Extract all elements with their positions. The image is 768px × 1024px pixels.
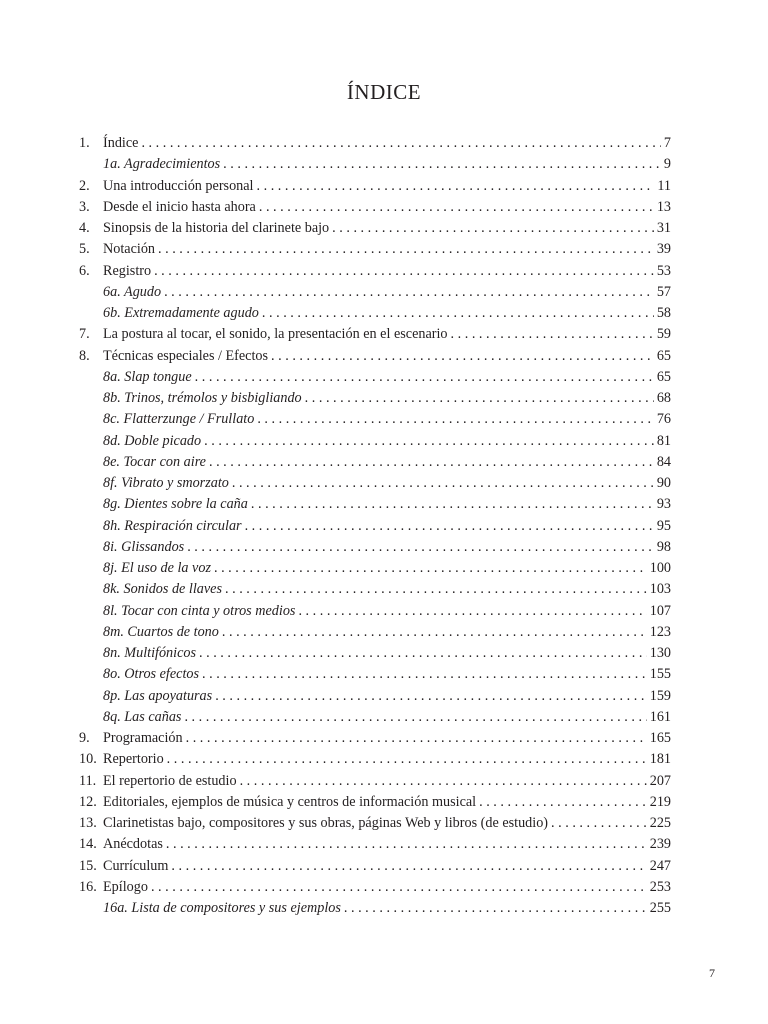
toc-entry (79, 877, 671, 898)
toc-entry-page: 65 (656, 368, 671, 385)
toc-subentry (79, 494, 671, 515)
toc-entry-label: 8f. Vibrato y smorzato (103, 475, 229, 491)
toc-subentry (79, 601, 671, 622)
toc-entry-page: 31 (656, 220, 671, 236)
toc-entry-label: 6b. Extremadamente agudo (103, 305, 259, 321)
dot-leader (166, 834, 647, 855)
toc-entry (79, 133, 671, 154)
toc-entry-label: Programación (103, 730, 183, 746)
dot-leader (215, 686, 647, 707)
dot-leader (225, 579, 647, 600)
toc-entry (79, 197, 671, 218)
toc-entry-page: 103 (649, 581, 671, 598)
dot-leader (184, 707, 646, 728)
toc-entry-label: Clarinetistas bajo, compositores y sus obras, páginas Web y libros (de estudio) (103, 815, 549, 831)
dot-leader (171, 856, 646, 877)
toc-entry-label: Anécdotas (103, 836, 163, 853)
dot-leader (195, 367, 654, 388)
toc-entry-label: Editoriales, ejemplos de música y centros de información musical (103, 793, 477, 810)
dot-leader (271, 346, 654, 367)
toc-entry-page: 123 (649, 623, 671, 640)
toc-entry-page: 11 (657, 177, 671, 194)
toc-entry-page: 13 (656, 198, 671, 215)
toc-entry-label: Currículum (103, 857, 169, 874)
toc-subentry (79, 643, 671, 664)
dot-leader (257, 176, 655, 197)
toc-entry-label: La postura al tocar, el sonido, la presentación en el escenario (103, 326, 448, 343)
toc-entry-number: 8. (79, 347, 90, 364)
dot-leader (204, 431, 654, 452)
toc-entry-label: 8i. Glissandos (103, 538, 185, 555)
toc-subentry (79, 707, 671, 728)
table-of-contents (79, 133, 671, 919)
toc-entry-label: Repertorio (103, 751, 164, 768)
toc-subentry (79, 898, 671, 919)
toc-entry-label: Índice (103, 135, 139, 151)
toc-entry-label: Notación (103, 241, 156, 258)
toc-entry-label: Epílogo (103, 878, 148, 895)
dot-leader (151, 877, 647, 898)
toc-entry-page: 90 (656, 475, 671, 491)
toc-entry-page: 57 (656, 283, 671, 300)
dot-leader (451, 324, 654, 345)
dot-leader (344, 898, 647, 919)
toc-subentry (79, 282, 671, 303)
toc-entry-label: El repertorio de estudio (103, 772, 237, 789)
dot-leader (262, 303, 654, 324)
toc-subentry (79, 579, 671, 600)
toc-entry-number: 7. (79, 326, 90, 343)
toc-entry-page: 68 (656, 390, 671, 406)
toc-subentry (79, 154, 671, 175)
toc-entry-page: 7 (663, 135, 671, 151)
toc-entry-number: 11. (79, 772, 97, 789)
toc-entry-label: 8o. Otros efectos (103, 666, 200, 683)
dot-leader (232, 473, 654, 494)
toc-entry-page: 58 (656, 305, 671, 321)
toc-entry-label: Registro (103, 262, 152, 279)
toc-entry-page: 225 (649, 815, 671, 831)
toc-entry (79, 792, 671, 813)
dot-leader (245, 516, 654, 537)
toc-entry-page: 239 (649, 836, 671, 853)
toc-entry-page: 253 (649, 878, 671, 895)
toc-entry (79, 261, 671, 282)
toc-entry-number: 10. (79, 751, 97, 768)
dot-leader (202, 664, 647, 685)
dot-leader (223, 154, 661, 175)
toc-entry (79, 813, 671, 834)
toc-entry (79, 324, 671, 345)
dot-leader (214, 558, 647, 579)
dot-leader (199, 643, 647, 664)
toc-subentry (79, 452, 671, 473)
toc-entry (79, 239, 671, 260)
toc-subentry (79, 409, 671, 430)
toc-entry-number: 12. (79, 793, 97, 810)
toc-entry-label: 8g. Dientes sobre la caña (103, 496, 248, 513)
toc-entry-page: 165 (649, 730, 671, 746)
toc-subentry (79, 664, 671, 685)
dot-leader (158, 239, 654, 260)
toc-subentry (79, 558, 671, 579)
toc-entry-label: 8k. Sonidos de llaves (103, 581, 222, 598)
toc-entry-number: 9. (79, 730, 90, 746)
toc-entry-label: 8l. Tocar con cinta y otros medios (103, 602, 296, 619)
toc-entry-number: 16. (79, 878, 97, 895)
toc-entry-label: Sinopsis de la historia del clarinete bajo (103, 220, 330, 236)
toc-entry-number: 3. (79, 198, 90, 215)
toc-entry-page: 219 (649, 793, 671, 810)
toc-entry-number: 1. (79, 135, 90, 151)
toc-entry-label: Una introducción personal (103, 177, 254, 194)
page-title: ÍNDICE (346, 80, 422, 104)
toc-entry-page: 98 (656, 538, 671, 555)
toc-subentry (79, 473, 671, 494)
dot-leader (251, 494, 654, 515)
toc-entry-label: 16a. Lista de compositores y sus ejemplos (103, 900, 341, 916)
toc-entry-label: 6a. Agudo (103, 283, 162, 300)
toc-entry-page: 65 (656, 347, 671, 364)
toc-entry-page: 95 (656, 517, 671, 534)
dot-leader (164, 282, 654, 303)
toc-entry (79, 749, 671, 770)
toc-entry-page: 255 (649, 900, 671, 916)
toc-entry-label: 8h. Respiración circular (103, 517, 242, 534)
toc-subentry (79, 516, 671, 537)
toc-entry-page: 9 (663, 156, 671, 173)
toc-entry (79, 728, 671, 749)
toc-subentry (79, 622, 671, 643)
toc-entry-number: 13. (79, 815, 97, 831)
dot-leader (186, 728, 647, 749)
dot-leader (305, 388, 654, 409)
toc-entry-number: 2. (79, 177, 90, 194)
toc-entry-page: 76 (656, 411, 671, 428)
toc-entry-page: 159 (649, 687, 671, 704)
toc-entry-label: 8n. Multifónicos (103, 645, 197, 661)
toc-entry-label: 8p. Las apoyaturas (103, 687, 213, 704)
toc-entry-label: 8j. El uso de la voz (103, 560, 211, 576)
toc-entry (79, 834, 671, 855)
toc-entry (79, 346, 671, 367)
dot-leader (240, 771, 647, 792)
toc-entry-number: 15. (79, 857, 97, 874)
dot-leader (187, 537, 654, 558)
toc-entry-page: 130 (649, 645, 671, 661)
toc-entry (79, 176, 671, 197)
toc-entry-page: 207 (649, 772, 671, 789)
toc-entry (79, 771, 671, 792)
dot-leader (551, 813, 647, 834)
toc-entry-label: Técnicas especiales / Efectos (103, 347, 269, 364)
toc-entry-page: 107 (649, 602, 671, 619)
toc-entry-number: 5. (79, 241, 90, 258)
dot-leader (167, 749, 647, 770)
toc-entry-label: 8q. Las cañas (103, 708, 182, 725)
toc-entry-page: 39 (656, 241, 671, 258)
toc-entry-label: 8e. Tocar con aire (103, 453, 206, 470)
toc-entry-label: 8a. Slap tongue (103, 368, 192, 385)
toc-entry-page: 93 (656, 496, 671, 513)
toc-entry-label: 8m. Cuartos de tono (103, 623, 219, 640)
toc-entry-page: 53 (656, 262, 671, 279)
toc-entry-label: 8c. Flatterzunge / Frullato (103, 411, 255, 428)
dot-leader (154, 261, 654, 282)
page-number: 7 (709, 966, 715, 980)
toc-entry-number: 14. (79, 836, 97, 853)
dot-leader (332, 218, 654, 239)
dot-leader (479, 792, 647, 813)
toc-entry-page: 59 (656, 326, 671, 343)
toc-entry-page: 155 (649, 666, 671, 683)
dot-leader (257, 409, 653, 430)
toc-entry-label: Desde el inicio hasta ahora (103, 198, 256, 215)
dot-leader (222, 622, 647, 643)
toc-entry (79, 218, 671, 239)
toc-entry-page: 247 (649, 857, 671, 874)
dot-leader (298, 601, 646, 622)
toc-entry-label: 8b. Trinos, trémolos y bisbigliando (103, 390, 302, 406)
dot-leader (259, 197, 654, 218)
toc-subentry (79, 537, 671, 558)
toc-entry-page: 100 (649, 560, 671, 576)
toc-entry-number: 4. (79, 220, 90, 236)
toc-subentry (79, 367, 671, 388)
toc-subentry (79, 303, 671, 324)
toc-entry-page: 161 (649, 708, 671, 725)
toc-subentry (79, 388, 671, 409)
toc-entry-page: 181 (649, 751, 671, 768)
toc-entry-number: 6. (79, 262, 90, 279)
toc-subentry (79, 431, 671, 452)
dot-leader (141, 133, 660, 154)
toc-entry (79, 856, 671, 877)
toc-entry-label: 1a. Agradecimientos (103, 156, 221, 173)
toc-entry-label: 8d. Doble picado (103, 432, 202, 449)
toc-subentry (79, 686, 671, 707)
dot-leader (209, 452, 654, 473)
toc-entry-page: 84 (656, 453, 671, 470)
toc-entry-page: 81 (656, 432, 671, 449)
